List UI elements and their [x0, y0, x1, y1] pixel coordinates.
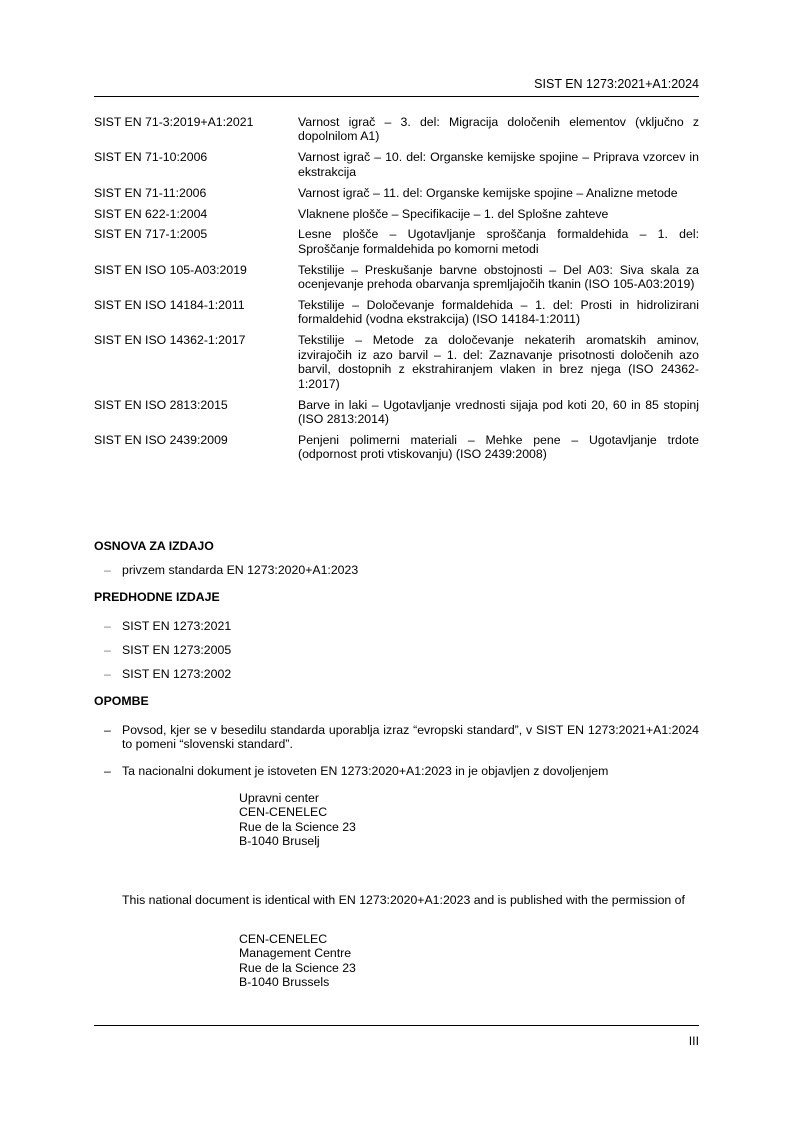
reference-row [94, 227, 699, 256]
reference-title: Tekstilije – Določevanje formaldehida – 1. del: Prosti in hidrolizirani formaldehid (vodna ekstrakcija) (ISO 14184-1:2011) [298, 298, 699, 327]
english-note: This national document is identical with EN 1273:2020+A1:2023 and is published with the permission of [122, 893, 685, 907]
reference-code: SIST EN 622-1:2004 [94, 206, 208, 221]
dash-bullet: – [104, 763, 111, 778]
address-line: B-1040 Bruselj [239, 834, 320, 849]
reference-title: Lesne plošče – Ugotavljanje sproščanja formaldehida – 1. del: Sproščanje formaldehida po komorni metodi [298, 227, 699, 256]
reference-code: SIST EN ISO 2439:2009 [94, 432, 228, 447]
list-item-text: privzem standarda EN 1273:2020+A1:2023 [122, 563, 359, 577]
reference-title: Varnost igrač – 11. del: Organske kemijske spojine – Analizne metode [298, 185, 678, 200]
reference-code: SIST EN 71-11:2006 [94, 185, 207, 200]
basis-list [104, 563, 358, 587]
note-text: Povsod, kjer se v besedilu standarda uporablja izraz “evropski standard”, v SIST EN 1273:2021+A1:2024 to pomeni “slovenski standard”. [122, 723, 699, 752]
footer-divider [94, 1025, 699, 1026]
header-divider [94, 96, 699, 97]
dash-bullet: – [104, 723, 111, 737]
reference-code: SIST EN ISO 2813:2015 [94, 397, 228, 412]
list-item-text: SIST EN 1273:2005 [122, 643, 232, 657]
previous-editions-list [104, 619, 231, 691]
normative-references-table [94, 115, 699, 468]
list-item [104, 563, 358, 587]
reference-row [94, 263, 699, 292]
address-line: Rue de la Science 23 [239, 960, 356, 975]
address-english [239, 932, 356, 990]
reference-code: SIST EN ISO 14184-1:2011 [94, 298, 245, 313]
reference-title: Vlaknene plošče – Specifikacije – 1. del Splošne zahteve [298, 206, 609, 221]
reference-code: SIST EN ISO 105-A03:2019 [94, 262, 247, 277]
notes-heading: OPOMBE [94, 694, 149, 708]
notes-list [104, 723, 699, 778]
reference-row [94, 398, 699, 427]
reference-row [94, 186, 699, 200]
reference-row [94, 433, 699, 462]
reference-title: Barve in laki – Ugotavljanje vrednosti sijaja pod koti 20, 60 in 85 stopinj (ISO 2813:2014) [298, 397, 699, 426]
list-item [104, 619, 231, 643]
list-item [104, 643, 231, 667]
reference-title: Varnost igrač – 10. del: Organske kemijske spojine – Priprava vzorcev in ekstrakcija [298, 150, 699, 179]
reference-title: Tekstilije – Preskušanje barvne obstojnosti – Del A03: Siva skala za ocenjevanje prehoda obarvanja spremljajočih tkanin (ISO 105-A03:2019) [298, 262, 699, 292]
address-line: CEN-CENELEC [239, 932, 328, 946]
page-number: III [688, 1034, 699, 1048]
note-item [104, 764, 699, 778]
reference-row [94, 115, 699, 144]
reference-code: SIST EN 71-10:2006 [94, 150, 208, 165]
note-item [104, 723, 699, 752]
address-line: CEN-CENELEC [239, 805, 328, 820]
reference-row [94, 333, 699, 391]
reference-row [94, 207, 699, 221]
dash-bullet: – [104, 667, 111, 681]
reference-code: SIST EN 717-1:2005 [94, 227, 208, 242]
list-item-text: SIST EN 1273:2021 [122, 619, 232, 633]
basis-heading: OSNOVA ZA IZDAJO [94, 539, 214, 553]
reference-title: Varnost igrač – 3. del: Migracija določenih elementov (vključno z dopolnilom A1) [298, 115, 699, 144]
note-text: Ta nacionalni dokument je istoveten EN 1273:2020+A1:2023 in je objavljen z dovoljenjem [122, 763, 609, 778]
page-header-doc-id: SIST EN 1273:2021+A1:2024 [534, 77, 699, 91]
address-line: B-1040 Brussels [239, 975, 330, 990]
address-line: Management Centre [239, 946, 352, 961]
reference-title: Tekstilije – Metode za določevanje nekaterih aromatskih aminov, izvirajočih iz azo barvil – 1. del: Zaznavanje prisotnosti določenih azo barvil, dostopnih z ekstrahiranjem vlaken in brez njega (ISO 24362-1:2017) [298, 333, 699, 391]
reference-title: Penjeni polimerni materiali – Mehke pene – Ugotavljanje trdote (odpornost proti vtiskovanju) (ISO 2439:2008) [298, 432, 699, 462]
previous-editions-heading: PREDHODNE IZDAJE [94, 590, 220, 604]
address-slovenian [239, 791, 356, 849]
reference-row [94, 150, 699, 179]
reference-code: SIST EN ISO 14362-1:2017 [94, 333, 246, 348]
dash-bullet: – [104, 643, 111, 657]
dash-bullet: – [104, 619, 111, 633]
reference-row [94, 298, 699, 327]
address-line: Upravni center [239, 791, 319, 805]
list-item [104, 667, 231, 691]
list-item-text: SIST EN 1273:2002 [122, 667, 232, 681]
dash-bullet: – [104, 563, 111, 577]
address-line: Rue de la Science 23 [239, 819, 356, 834]
reference-code: SIST EN 71-3:2019+A1:2021 [94, 115, 254, 129]
